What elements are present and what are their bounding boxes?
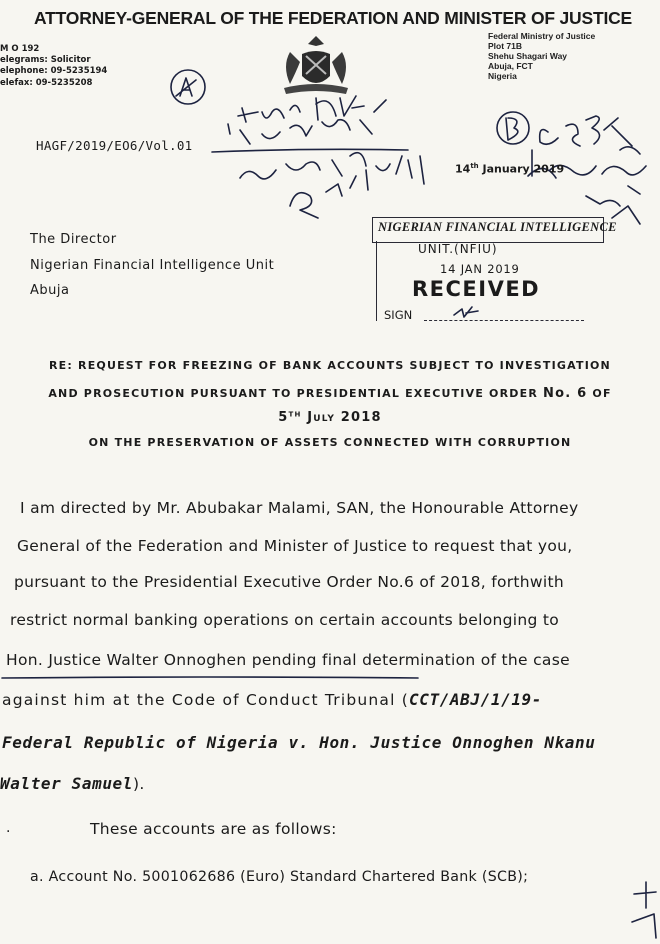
subject-line: RE: REQUEST FOR FREEZING OF BANK ACCOUNTS SUBJECT TO INVESTIGATION (49, 359, 611, 372)
body-line: pursuant to the Presidential Executive Order No.6 of 2018, forthwith (14, 573, 565, 591)
account-item: a. Account No. 5001062686 (Euro) Standard Chartered Bank (SCB); (30, 869, 529, 885)
body-line: These accounts are as follows: (90, 820, 337, 838)
date-day: 14 (455, 162, 471, 176)
case-number: CCT/ABJ/1/19- (409, 690, 543, 709)
subject-text: OF (587, 387, 612, 400)
subject-date-rest: July 2018 (301, 410, 382, 425)
address-line: Plot 71B (488, 41, 523, 51)
subject-text: AND PROSECUTION PURSUANT TO PRESIDENTIAL EXECUTIVE ORDER (48, 387, 544, 400)
highlight-underline (0, 674, 420, 682)
signature-mark (452, 305, 482, 321)
recipient-line: The Director (30, 232, 117, 247)
case-title-name: Walter Samuel (0, 774, 134, 793)
contact-line: elefax: 09-5235208 (0, 78, 93, 88)
subject-line (0, 386, 660, 401)
stamp-date: 14 JAN 2019 (440, 262, 520, 276)
subject-date-suffix: TH (288, 410, 302, 419)
body-text: ). (133, 775, 145, 793)
body-line (2, 690, 542, 709)
contact-line: M O 192 (0, 44, 40, 54)
letter-date (455, 162, 564, 176)
stamp-agency: NIGERIAN FINANCIAL INTELLIGENCE (378, 220, 617, 234)
stamp-received: RECEIVED (412, 277, 541, 301)
address-line: Federal Ministry of Justice (488, 31, 596, 41)
recipient-line: Nigerian Financial Intelligence Unit (30, 258, 275, 273)
body-text: against him at the Code of Conduct Tribunal ( (2, 691, 409, 709)
body-line: Hon. Justice Walter Onnoghen pending final determination of the case (6, 651, 570, 669)
letterhead-title: ATTORNEY-GENERAL OF THE FEDERATION AND MINISTER OF JUSTICE (34, 8, 633, 28)
date-rest: January 2019 (478, 162, 565, 176)
date-suffix: th (470, 162, 479, 170)
margin-mark (628, 878, 660, 944)
body-line: I am directed by Mr. Abubakar Malami, SAN, the Honourable Attorney (20, 499, 579, 517)
bullet-dot: . (6, 820, 11, 836)
address-line: Abuja, FCT (488, 61, 533, 71)
received-stamp (372, 213, 617, 323)
contact-line: elephone: 09-5235194 (0, 66, 108, 76)
subject-date (0, 410, 660, 425)
contact-line: elegrams: Solicitor (0, 55, 91, 65)
subject-date-day: 5 (278, 410, 289, 425)
body-line: General of the Federation and Minister of Justice to request that you, (17, 537, 573, 555)
address-line: Nigeria (488, 71, 517, 81)
recipient-line: Abuja (30, 283, 70, 298)
subject-line: ON THE PRESERVATION OF ASSETS CONNECTED WITH CORRUPTION (88, 436, 572, 449)
body-line (0, 774, 145, 793)
ref-underline (210, 146, 410, 158)
body-line: restrict normal banking operations on certain accounts belonging to (10, 611, 560, 629)
stamp-unit: UNIT.(NFIU) (418, 242, 498, 256)
reference-number: HAGF/2019/EO6/Vol.01 (36, 138, 193, 153)
subject-order-number: No. 6 (543, 386, 588, 401)
address-line: Shehu Shagari Way (488, 51, 568, 61)
stamp-sign-label: SIGN (384, 308, 413, 322)
case-title: Federal Republic of Nigeria v. Hon. Justice Onnoghen Nkanu (2, 733, 596, 752)
